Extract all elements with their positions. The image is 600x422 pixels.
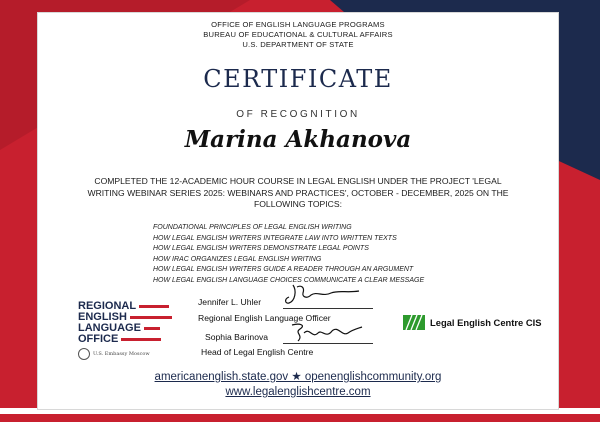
signatory-1-name: Jennifer L. Uhler [198,297,262,307]
signature-1-mark [283,281,363,307]
recipient-name: Marina Akhanova [184,126,412,153]
relo-logo-line: OFFICE [78,333,119,345]
topic-item: HOW LEGAL ENGLISH WRITERS GUIDE A READER THROUGH AN ARGUMENT [153,266,414,274]
relo-logo-line: ENGLISH [78,311,127,323]
relo-stripe [121,338,161,341]
completion-text: COMPLETED THE 12-ACADEMIC HOUR COURSE IN LEGAL ENGLISH UNDER THE PROJECT 'LEGAL WRITING WEBINAR SERIES 2025: WEBINARS AND PRACTICES', OCTOBER - DECEMBER, 2025 ON THE FOLLOWING TOPICS: [87,176,509,209]
topic-item: HOW LEGAL ENGLISH WRITERS DEMONSTRATE LEGAL POINTS [153,245,369,253]
lec-logo-text: Legal English Centre CIS [430,317,542,328]
header-office: OFFICE OF ENGLISH LANGUAGE PROGRAMS [211,20,385,29]
lec-logo [403,315,541,330]
relo-stripe [144,327,160,330]
relo-stripe [139,305,169,308]
embassy-seal-icon [78,348,90,360]
relo-logo-line: LANGUAGE [78,322,141,334]
embassy-label: U.S. Embassy Moscow [93,351,150,357]
relo-logo-line: REGIONAL [78,300,137,312]
signatory-2-name: Sophia Barinova [205,332,269,342]
certificate-subtitle: OF RECOGNITION [236,109,360,120]
signature-2-mark [286,319,366,345]
topic-item: HOW LEGAL ENGLISH LANGUAGE CHOICES COMMUNICATE A CLEAR MESSAGE [153,276,425,284]
header-bureau: BUREAU OF EDUCATIONAL & CULTURAL AFFAIRS [203,30,393,39]
certificate-title: CERTIFICATE [203,65,393,93]
signature-1-line [283,308,373,309]
topic-item: FOUNDATIONAL PRINCIPLES OF LEGAL ENGLISH WRITING [153,224,352,231]
bottom-red-band [0,414,600,422]
topic-item: HOW LEGAL ENGLISH WRITERS INTEGRATE LAW INTO WRITTEN TEXTS [153,234,397,242]
signatory-2-title: Head of Legal English Centre [201,347,314,357]
footer-links[interactable]: americanenglish.state.gov ★ openenglishcommunity.org [154,371,442,383]
lec-logo-icon [403,315,425,330]
header-department: U.S. DEPARTMENT OF STATE [242,40,354,49]
signatory-1-title: Regional English Language Officer [198,313,331,323]
certificate-card [37,12,559,410]
topics-list [153,223,513,287]
relo-logo [78,301,203,360]
topic-item: HOW IRAC ORGANIZES LEGAL ENGLISH WRITING [153,255,322,263]
signature-2-line [283,343,373,344]
relo-stripe [130,316,172,319]
lec-logo-stripes [403,315,425,330]
footer-site-link[interactable]: www.legalenglishcentre.com [225,386,371,398]
